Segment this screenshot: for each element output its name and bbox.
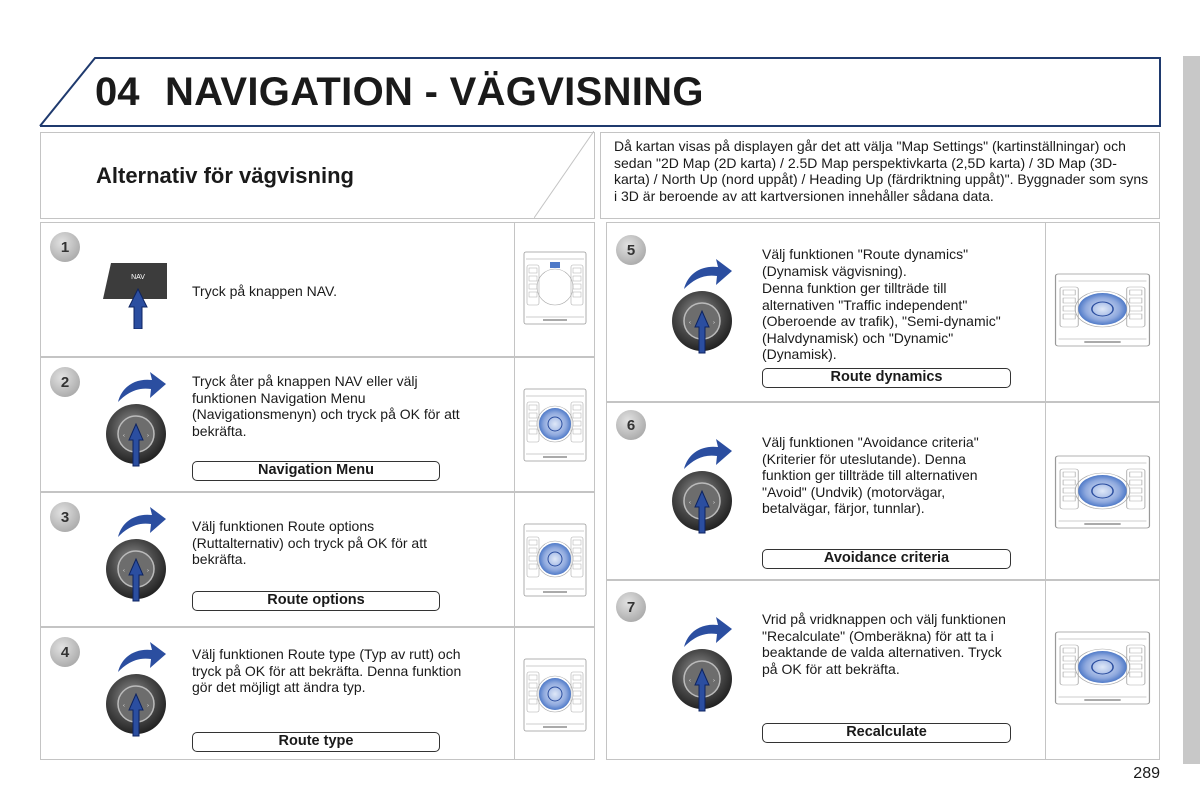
- intro-box: [600, 132, 1160, 219]
- page-number: 289: [1133, 765, 1160, 782]
- control-panel-knob-highlight: [1054, 455, 1154, 531]
- control-panel-nav-highlight: [523, 251, 589, 327]
- control-panel-knob-highlight: [523, 658, 589, 734]
- menu-option-label: Route options: [192, 591, 440, 611]
- step-7-illustration: [1045, 581, 1159, 759]
- step-4-illustration: [514, 628, 594, 759]
- menu-option-label: Navigation Menu: [192, 461, 440, 481]
- chapter-number: 04: [95, 70, 140, 114]
- ok-knob-press-icon: [106, 404, 170, 480]
- page-fold-decoration: [534, 131, 594, 218]
- step-number: 2: [50, 367, 80, 397]
- nav-button-label: NAV: [131, 274, 145, 281]
- step-5-text: Välj funktionen "Route dynamics" (Dynamisk vägvisning).: [762, 246, 969, 279]
- rotate-arrow-icon: [116, 507, 166, 539]
- step-6-box: [606, 402, 1160, 580]
- rotate-arrow-icon: [682, 259, 732, 291]
- intro-text: Då kartan visas på displayen går det att välja "Map Settings" (kartinställningar) och sedan "2D Map (2D karta) / 2.5D Map perspektivkarta (2,5D karta) / 3D Map (3D-karta) / North Up (nord uppåt) / Heading Up (färdriktning uppåt)". Byggnader som syns i 3D är beroende av att kartversionen innehåller sådana data.: [614, 138, 1149, 204]
- step-2-illustration: [514, 358, 594, 491]
- step-number: 3: [50, 502, 80, 532]
- chapter-title: NAVIGATION - VÄGVISNING: [165, 70, 704, 114]
- rotate-arrow-icon: [682, 439, 732, 471]
- ok-knob-press-icon: [672, 291, 736, 367]
- section-title-box: [40, 132, 595, 219]
- step-7-box: [606, 580, 1160, 760]
- control-panel-knob-highlight: [523, 523, 589, 599]
- section-title: Alternativ för vägvisning: [96, 163, 354, 188]
- ok-knob-press-icon: [106, 539, 170, 615]
- rotate-arrow-icon: [116, 372, 166, 404]
- step-number: 6: [616, 410, 646, 440]
- step-3-text: Välj funktionen Route options (Ruttalternativ) och tryck på OK för att bekräfta.: [192, 518, 427, 567]
- step-number: 5: [616, 235, 646, 265]
- control-panel-knob-highlight: [523, 388, 589, 464]
- step-number: 1: [50, 232, 80, 262]
- page-side-tab: [1183, 56, 1200, 764]
- step-2-box: [40, 357, 595, 492]
- step-number: 7: [616, 592, 646, 622]
- ok-knob-press-icon: [672, 649, 736, 725]
- menu-option-label: Route dynamics: [762, 368, 1011, 388]
- step-3-box: [40, 492, 595, 627]
- step-5-text-detail: Denna funktion ger tillträde till alternativen "Traffic independent" (Oberoende av trafik), "Semi-dynamic" (Halvdynamisk) och "Dynamic" (Dynamisk).: [762, 280, 1001, 362]
- step-6-text: Välj funktionen "Avoidance criteria" (Kriterier för uteslutande). Denna funktion ger tillträde till alternativen "Avoid" (Undvik) (motorvägar, betalvägar, färjor, tunnlar).: [762, 434, 979, 516]
- ok-knob-press-icon: [672, 471, 736, 547]
- control-panel-knob-highlight: [1054, 631, 1154, 707]
- step-6-illustration: [1045, 403, 1159, 579]
- step-1-text: Tryck på knappen NAV.: [192, 283, 338, 299]
- menu-option-label: Route type: [192, 732, 440, 752]
- control-panel-knob-highlight: [1054, 273, 1154, 349]
- step-1-illustration: [514, 223, 594, 356]
- step-7-text: Vrid på vridknappen och välj funktionen "Recalculate" (Omberäkna) för att ta i beaktande de valda alternativen. Tryck på OK för att bekräfta.: [762, 611, 1006, 677]
- rotate-arrow-icon: [116, 642, 166, 674]
- step-2-text: Tryck åter på knappen NAV eller välj funktionen Navigation Menu (Navigationsmenyn) och tryck på OK för att bekräfta.: [192, 373, 460, 439]
- step-4-box: [40, 627, 595, 760]
- menu-option-label: Recalculate: [762, 723, 1011, 743]
- step-number: 4: [50, 637, 80, 667]
- step-5-illustration: [1045, 223, 1159, 401]
- rotate-arrow-icon: [682, 617, 732, 649]
- nav-button-press-icon: [103, 259, 173, 329]
- menu-option-label: Avoidance criteria: [762, 549, 1011, 569]
- step-3-illustration: [514, 493, 594, 626]
- step-4-text: Välj funktionen Route type (Typ av rutt) och tryck på OK för att bekräfta. Denna funktion gör det möjligt att ändra typ.: [192, 646, 462, 695]
- ok-knob-press-icon: [106, 674, 170, 750]
- step-5-box: [606, 222, 1160, 402]
- step-1-box: [40, 222, 595, 357]
